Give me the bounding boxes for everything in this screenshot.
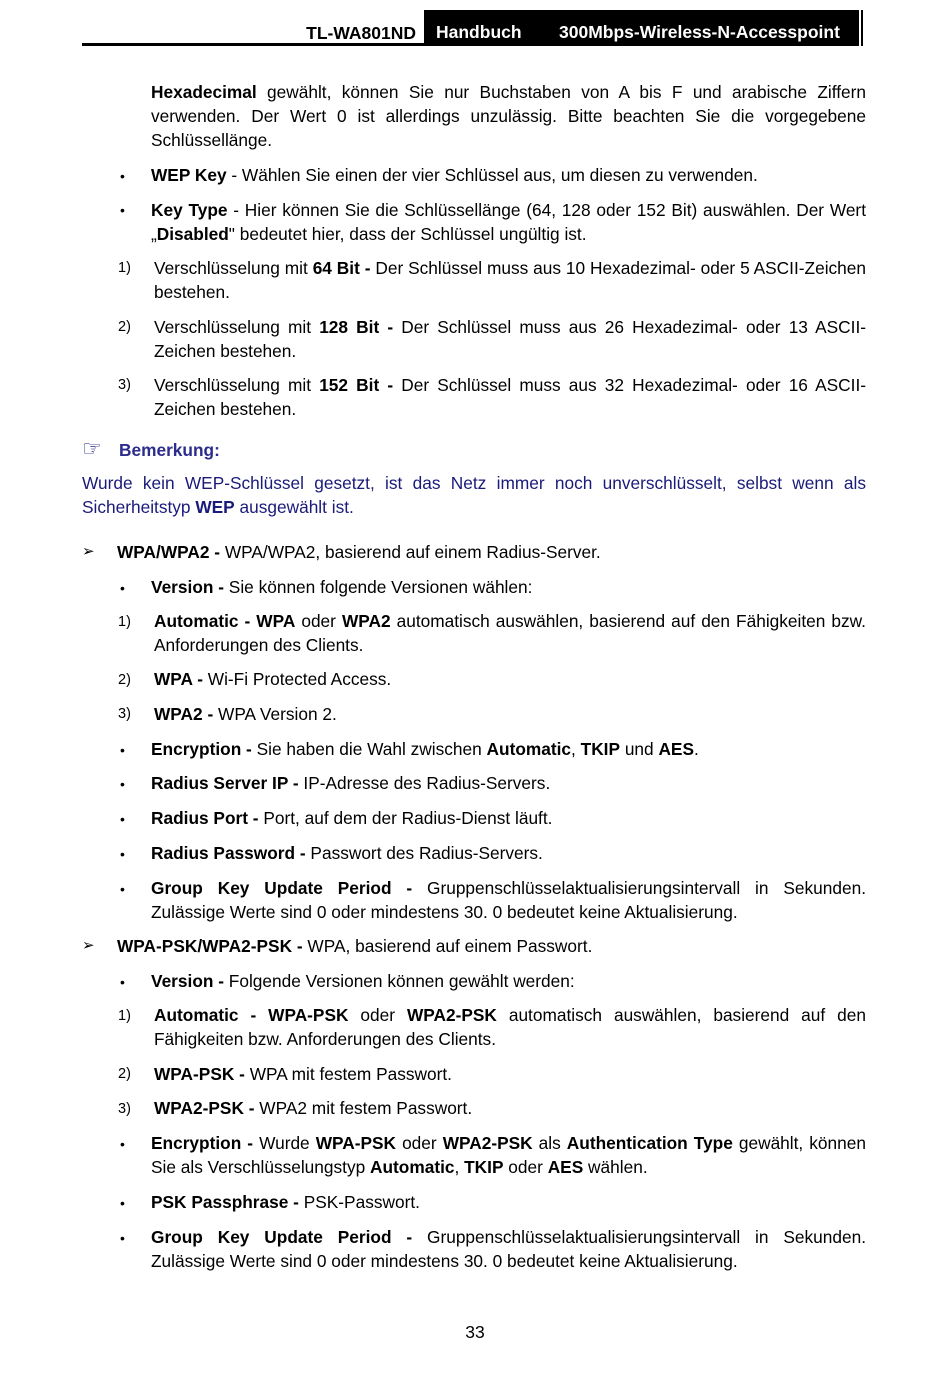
bullet-icon: • <box>120 1230 125 1246</box>
paragraph-hexadecimal: Hexadecimal gewählt, können Sie nur Buchstaben von A bis F und arabische Ziffern verwenden. Der Wert 0 ist allerdings unzulässig. Bitte beachten Sie die vorgegebene Schlüssellänge. <box>151 82 866 150</box>
item-wpa-version: Version - Sie können folgende Versionen wählen: <box>151 577 533 597</box>
bullet-icon: • <box>120 846 125 862</box>
item-64-bit: Verschlüsselung mit 64 Bit - Der Schlüssel muss aus 10 Hexadezimal- oder 5 ASCII-Zeichen bestehen. <box>154 258 867 302</box>
item-wpa-psk: WPA-PSK - WPA mit festem Passwort. <box>154 1064 452 1084</box>
item-psk-version: Version - Folgende Versionen können gewählt werden: <box>151 971 575 991</box>
list-number: 1) <box>118 1008 131 1024</box>
item-psk-passphrase: PSK Passphrase - PSK-Passwort. <box>151 1192 420 1212</box>
bullet-icon: • <box>120 742 125 758</box>
list-number: 3) <box>118 1101 131 1117</box>
arrow-bullet-icon: ➢ <box>82 937 95 954</box>
list-number: 2) <box>118 1066 131 1082</box>
bullet-icon: • <box>120 1195 125 1211</box>
page-header <box>82 10 863 46</box>
header-model: TL-WA801ND <box>306 23 416 43</box>
header-product: 300Mbps-Wireless-N-Accesspoint <box>559 22 840 42</box>
item-128-bit: Verschlüsselung mit 128 Bit - Der Schlüssel muss aus 26 Hexadezimal- oder 13 ASCII-Zeichen bestehen. <box>154 317 867 361</box>
item-wpa: WPA - Wi-Fi Protected Access. <box>154 669 392 689</box>
pointing-hand-icon: ☞ <box>82 436 102 461</box>
item-psk-encryption: Encryption - Wurde WPA-PSK oder WPA2-PSK als Authentication Type gewählt, können Sie als Verschlüsselungstyp Automatic, TKIP oder AES wählen. <box>151 1133 866 1177</box>
bullet-icon: • <box>120 202 125 218</box>
item-wpa-encryption: Encryption - Sie haben die Wahl zwischen Automatic, TKIP und AES. <box>151 739 699 759</box>
item-wpa-group-key: Group Key Update Period - Gruppenschlüsselaktualisierungsintervall in Sekunden. Zulässige Werte sind 0 oder mindestens 30. 0 bedeutet keine Aktualisierung. <box>151 878 866 922</box>
note-text: Wurde kein WEP-Schlüssel gesetzt, ist das Netz immer noch unverschlüsselt, selbst wenn als Sicherheitstyp WEP ausgewählt ist. <box>82 473 866 517</box>
bullet-icon: • <box>120 811 125 827</box>
section-psk: WPA-PSK/WPA2-PSK - WPA, basierend auf einem Passwort. <box>117 936 593 956</box>
list-number: 3) <box>118 377 131 393</box>
item-radius-port: Radius Port - Port, auf dem der Radius-Dienst läuft. <box>151 808 553 828</box>
list-number: 1) <box>118 614 131 630</box>
bullet-icon: • <box>120 580 125 596</box>
bullet-icon: • <box>120 1136 125 1152</box>
list-number: 2) <box>118 672 131 688</box>
header-rule <box>82 43 424 46</box>
header-bar <box>424 10 863 46</box>
item-key-type: Key Type - Hier können Sie die Schlüssellänge (64, 128 oder 152 Bit) auswählen. Der Wert „Disabled" bedeutet hier, dass der Schlüssel ungültig ist. <box>151 200 866 244</box>
item-wep-key: WEP Key - Wählen Sie einen der vier Schlüssel aus, um diesen zu verwenden. <box>151 165 758 185</box>
bullet-icon: • <box>120 881 125 897</box>
item-psk-group-key: Group Key Update Period - Gruppenschlüsselaktualisierungsintervall in Sekunden. Zulässige Werte sind 0 oder mindestens 30. 0 bedeutet keine Aktualisierung. <box>151 1227 866 1271</box>
section-wpa: WPA/WPA2 - WPA/WPA2, basierend auf einem Radius-Server. <box>117 542 601 562</box>
note-heading: Bemerkung: <box>119 440 220 460</box>
item-wpa2: WPA2 - WPA Version 2. <box>154 704 337 724</box>
list-number: 1) <box>118 260 131 276</box>
item-psk-automatic: Automatic - WPA-PSK oder WPA2-PSK automatisch auswählen, basierend auf den Fähigkeiten bzw. Anforderungen des Clients. <box>154 1005 866 1049</box>
item-152-bit: Verschlüsselung mit 152 Bit - Der Schlüssel muss aus 32 Hexadezimal- oder 16 ASCII-Zeichen bestehen. <box>154 375 867 419</box>
list-number: 2) <box>118 319 131 335</box>
item-wpa-automatic: Automatic - WPA oder WPA2 automatisch auswählen, basierend auf den Fähigkeiten bzw. Anforderungen des Clients. <box>154 611 866 655</box>
header-manual: Handbuch <box>436 22 522 42</box>
header-divider <box>859 10 861 46</box>
bullet-icon: • <box>120 168 125 184</box>
bullet-icon: • <box>120 776 125 792</box>
arrow-bullet-icon: ➢ <box>82 543 95 560</box>
item-radius-password: Radius Password - Passwort des Radius-Servers. <box>151 843 543 863</box>
item-wpa2-psk: WPA2-PSK - WPA2 mit festem Passwort. <box>154 1098 473 1118</box>
item-radius-ip: Radius Server IP - IP-Adresse des Radius-Servers. <box>151 773 551 793</box>
page-number: 33 <box>465 1322 485 1342</box>
bullet-icon: • <box>120 974 125 990</box>
list-number: 3) <box>118 706 131 722</box>
